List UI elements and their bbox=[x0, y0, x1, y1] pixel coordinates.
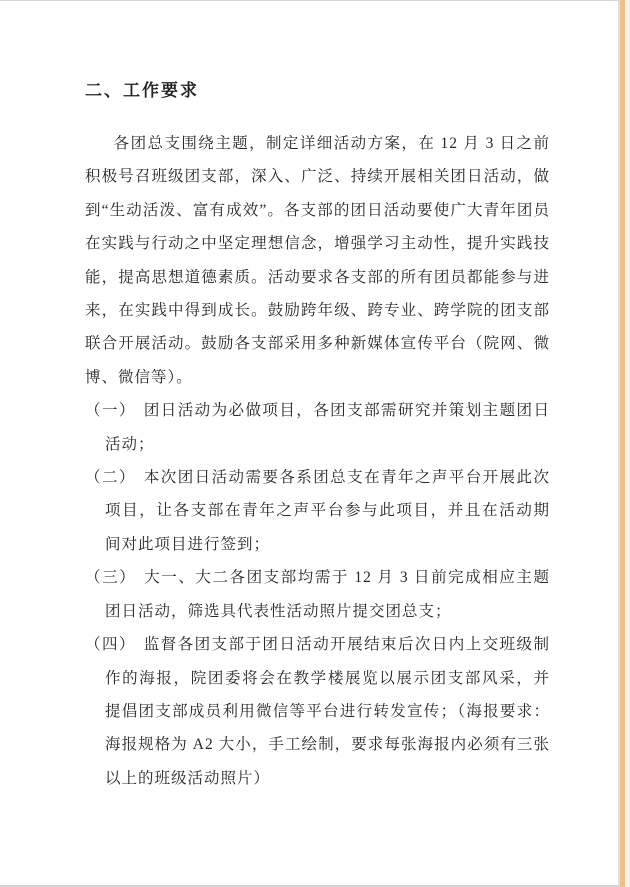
numbered-list bbox=[85, 394, 550, 795]
list-item-text: 团日活动为必做项目，各团支部需研究并策划主题团日活动； bbox=[105, 402, 550, 453]
list-item-marker: （四） bbox=[85, 636, 136, 654]
list-item bbox=[85, 628, 550, 795]
list-item-marker: （三） bbox=[85, 569, 137, 587]
right-gutter bbox=[625, 0, 630, 887]
list-item-marker: （一） bbox=[85, 402, 136, 420]
document-content bbox=[85, 82, 550, 795]
list-item bbox=[85, 394, 550, 461]
list-item-text: 监督各团支部于团日活动开展结束后次日内上交班级制作的海报，院团委将会在教学楼展览以展示团支部风采，并提倡团支部成员利用微信等平台进行转发宣传；（海报要求：海报规格为 A2 大小，手工绘制，要求每张海报内必须有三张以上的班级活动照片） bbox=[105, 636, 550, 787]
list-item bbox=[85, 561, 550, 628]
page-top-edge bbox=[0, 0, 630, 1]
right-edge-rail bbox=[618, 0, 630, 887]
list-item-text: 本次团日活动需要各系团总支在青年之声平台开展此次项目，让各支部在青年之声平台参与此项目，并且在活动期间对此项目进行签到； bbox=[105, 469, 550, 553]
list-item-marker: （二） bbox=[85, 469, 136, 487]
list-item bbox=[85, 461, 550, 561]
list-item-text: 大一、大二各团支部均需于 12 月 3 日前完成相应主题团日活动，筛选具代表性活动照片提交团总支； bbox=[105, 569, 550, 620]
body-paragraph: 各团总支围绕主题，制定详细活动方案，在 12 月 3 日之前积极号召班级团支部，深入、广泛、持续开展相关团日活动，做到“生动活泼、富有成效”。各支部的团日活动要使广大青年团员在实践与行动之中坚定理想信念，增强学习主动性，提升实践技能，提高思想道德素质。活动要求各支部的所有团员都能参与进来，在实践中得到成长。鼓励跨年级、跨专业、跨学院的团支部联合开展活动。鼓励各支部采用多种新媒体宣传平台（院网、微博、微信等）。 bbox=[85, 135, 550, 386]
section-heading: 二、工作要求 bbox=[85, 81, 199, 100]
